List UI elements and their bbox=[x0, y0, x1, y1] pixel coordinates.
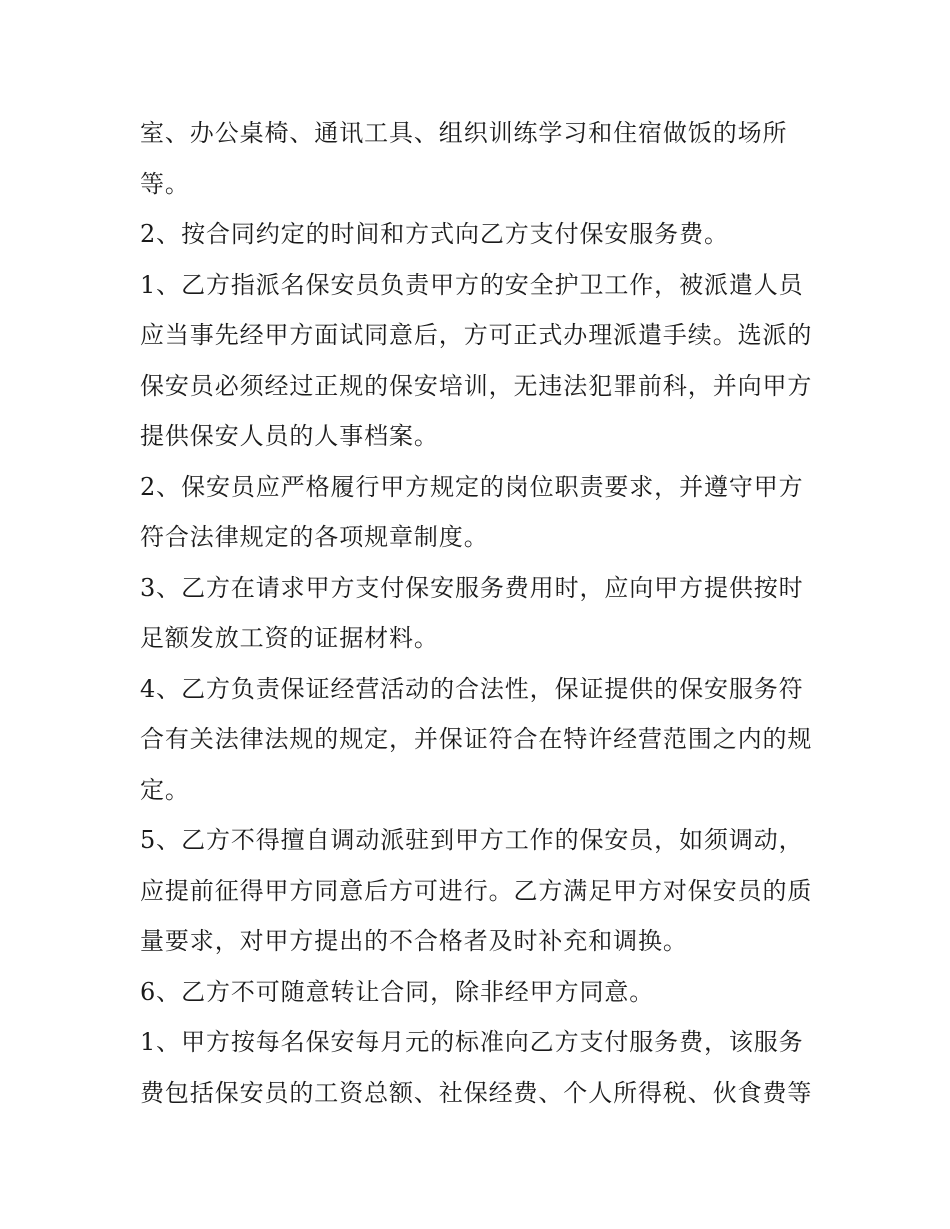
text-line: 2、保安员应严格履行甲方规定的岗位职责要求，并遵守甲方 bbox=[140, 472, 804, 501]
text-line: 符合法律规定的各项规章制度。 bbox=[140, 523, 489, 551]
text-line: 费包括保安员的工资总额、社保经费、个人所得税、伙食费等 bbox=[140, 1078, 813, 1107]
text-line: 足额发放工资的证据材料。 bbox=[140, 624, 439, 652]
text-line: 保安员必须经过正规的保安培训，无违法犯罪前科，并向甲方 bbox=[140, 371, 813, 400]
text-line: 应当事先经甲方面试同意后，方可正式办理派遣手续。选派的 bbox=[140, 321, 813, 349]
text-line: 提供保安人员的人事档案。 bbox=[140, 422, 439, 450]
text-line: 1、甲方按每名保安每月元的标准向乙方支付服务费，该服务 bbox=[140, 1028, 804, 1056]
text-line: 应提前征得甲方同意后方可进行。乙方满足甲方对保安员的质 bbox=[140, 876, 813, 905]
text-line: 等。 bbox=[140, 169, 190, 198]
text-line: 量要求，对甲方提出的不合格者及时补充和调换。 bbox=[140, 927, 688, 955]
text-line: 3、乙方在请求甲方支付保安服务费用时，应向甲方提供按时 bbox=[140, 573, 804, 602]
text-line: 6、乙方不可随意转让合同，除非经甲方同意。 bbox=[140, 977, 655, 1006]
text-line: 1、乙方指派名保安员负责甲方的安全护卫工作，被派遣人员 bbox=[140, 270, 804, 299]
text-line: 4、乙方负责保证经营活动的合法性，保证提供的保安服务符 bbox=[140, 674, 804, 703]
text-line: 5、乙方不得擅自调动派驻到甲方工作的保安员，如须调动， bbox=[140, 826, 804, 854]
document-body bbox=[140, 108, 820, 1118]
text-line: 2、按合同约定的时间和方式向乙方支付保安服务费。 bbox=[140, 220, 729, 248]
text-line: 合有关法律法规的规定，并保证符合在特许经营范围之内的规 bbox=[140, 725, 813, 753]
text-line: 定。 bbox=[140, 775, 190, 804]
text-line: 室、办公桌椅、通讯工具、组织训练学习和住宿做饭的场所 bbox=[140, 119, 788, 147]
